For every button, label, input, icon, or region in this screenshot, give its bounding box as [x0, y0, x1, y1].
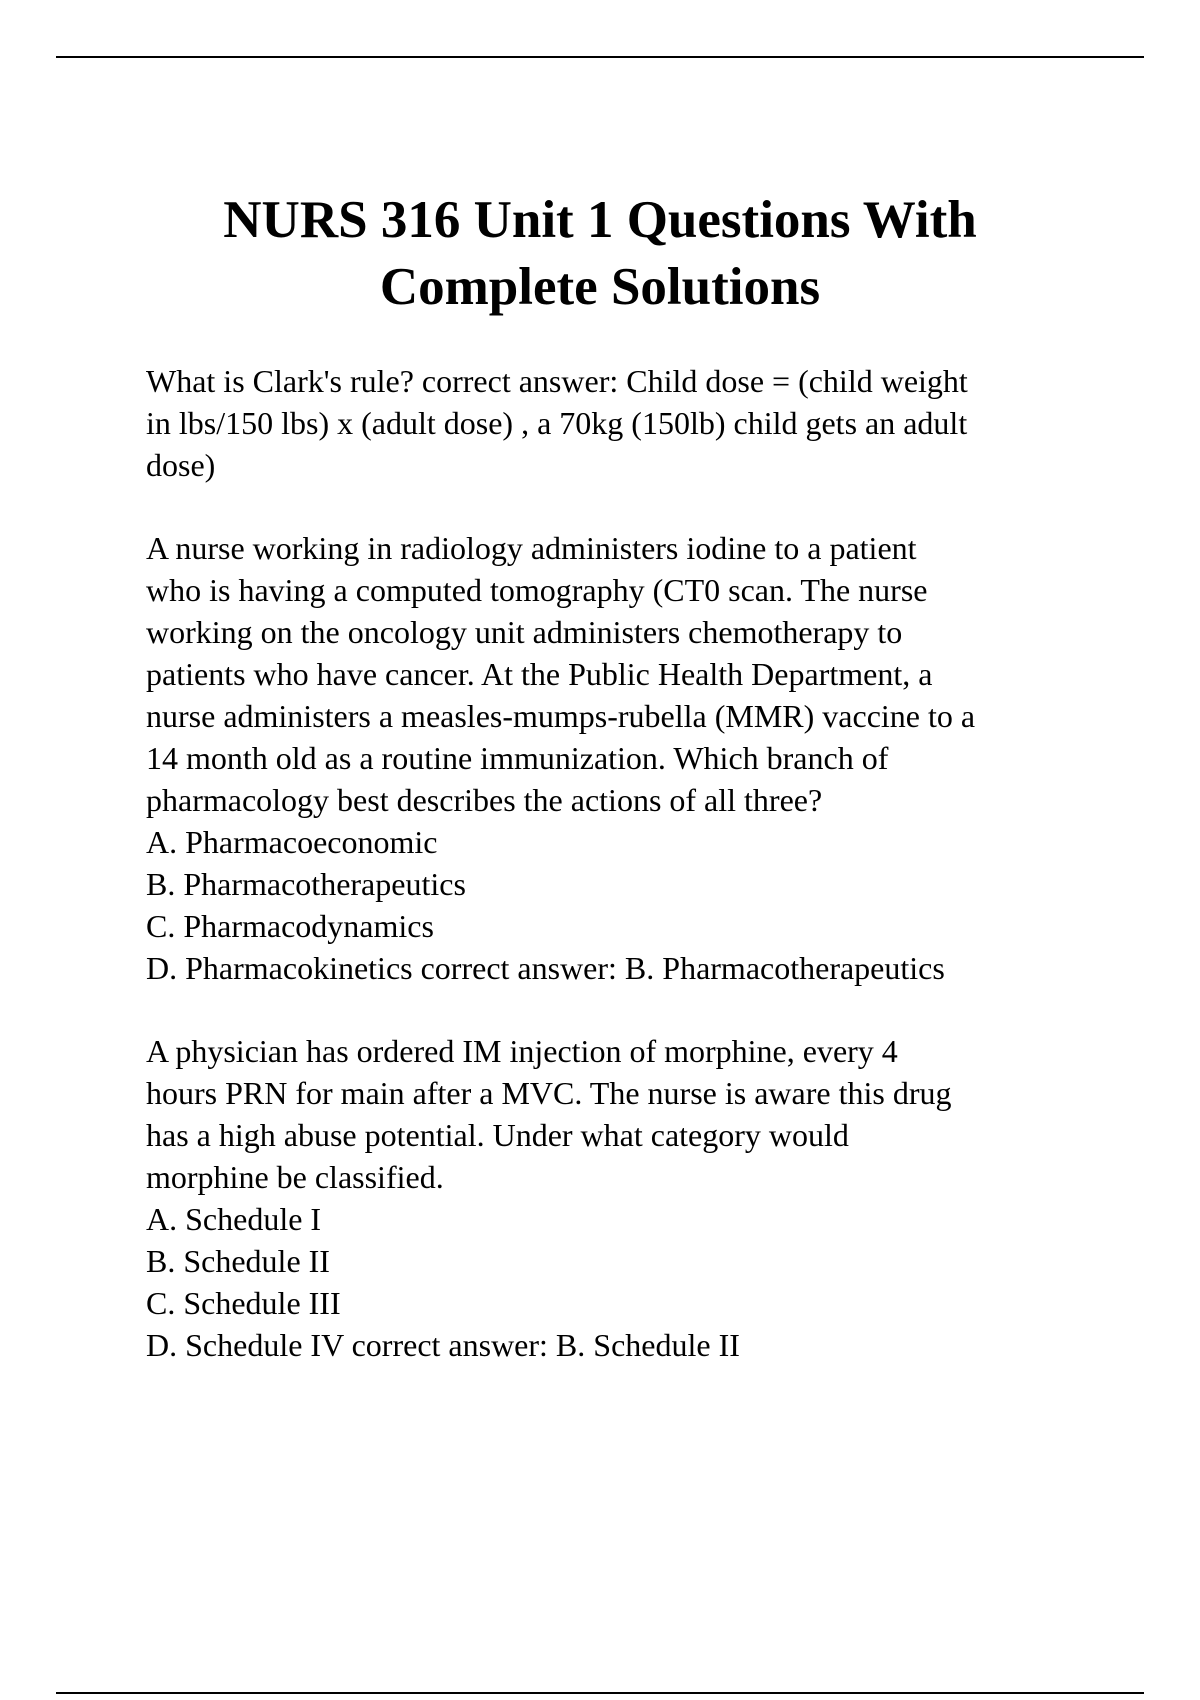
- text-line: morphine be classified.: [146, 1159, 444, 1195]
- option-line: C. Schedule III: [146, 1285, 341, 1321]
- option-line: D. Pharmacokinetics correct answer: B. Pharmacotherapeutics: [146, 950, 945, 986]
- text-line: A nurse working in radiology administers iodine to a patient: [146, 530, 917, 566]
- document-body: [146, 360, 1096, 1407]
- text-line: A physician has ordered IM injection of morphine, every 4: [146, 1033, 898, 1069]
- option-line: B. Schedule II: [146, 1243, 330, 1279]
- text-line: in lbs/150 lbs) x (adult dose) , a 70kg (150lb) child gets an adult: [146, 405, 968, 441]
- option-line: D. Schedule IV correct answer: B. Schedule II: [146, 1327, 740, 1363]
- qa-pharmacology-branch: [146, 527, 1096, 989]
- text-line: What is Clark's rule? correct answer: Child dose = (child weight: [146, 363, 968, 399]
- text-line: working on the oncology unit administers chemotherapy to: [146, 614, 903, 650]
- option-line: A. Pharmacoeconomic: [146, 824, 438, 860]
- text-line: nurse administers a measles-mumps-rubella (MMR) vaccine to a: [146, 698, 976, 734]
- title-line: Complete Solutions: [379, 258, 821, 316]
- text-line: dose): [146, 447, 216, 483]
- text-line: who is having a computed tomography (CT0 scan. The nurse: [146, 572, 928, 608]
- option-line: C. Pharmacodynamics: [146, 908, 434, 944]
- option-line: A. Schedule I: [146, 1201, 322, 1237]
- qa-clarks-rule: [146, 360, 1096, 486]
- document-title: [56, 187, 1144, 321]
- text-line: 14 month old as a routine immunization. Which branch of: [146, 740, 889, 776]
- text-line: pharmacology best describes the actions of all three?: [146, 782, 823, 818]
- text-line: has a high abuse potential. Under what category would: [146, 1117, 849, 1153]
- text-line: patients who have cancer. At the Public Health Department, a: [146, 656, 933, 692]
- top-rule: [56, 56, 1144, 58]
- bottom-rule: [56, 1692, 1144, 1694]
- qa-morphine-schedule: [146, 1030, 1096, 1366]
- option-line: B. Pharmacotherapeutics: [146, 866, 466, 902]
- text-line: hours PRN for main after a MVC. The nurse is aware this drug: [146, 1075, 952, 1111]
- title-line: NURS 316 Unit 1 Questions With: [223, 191, 977, 249]
